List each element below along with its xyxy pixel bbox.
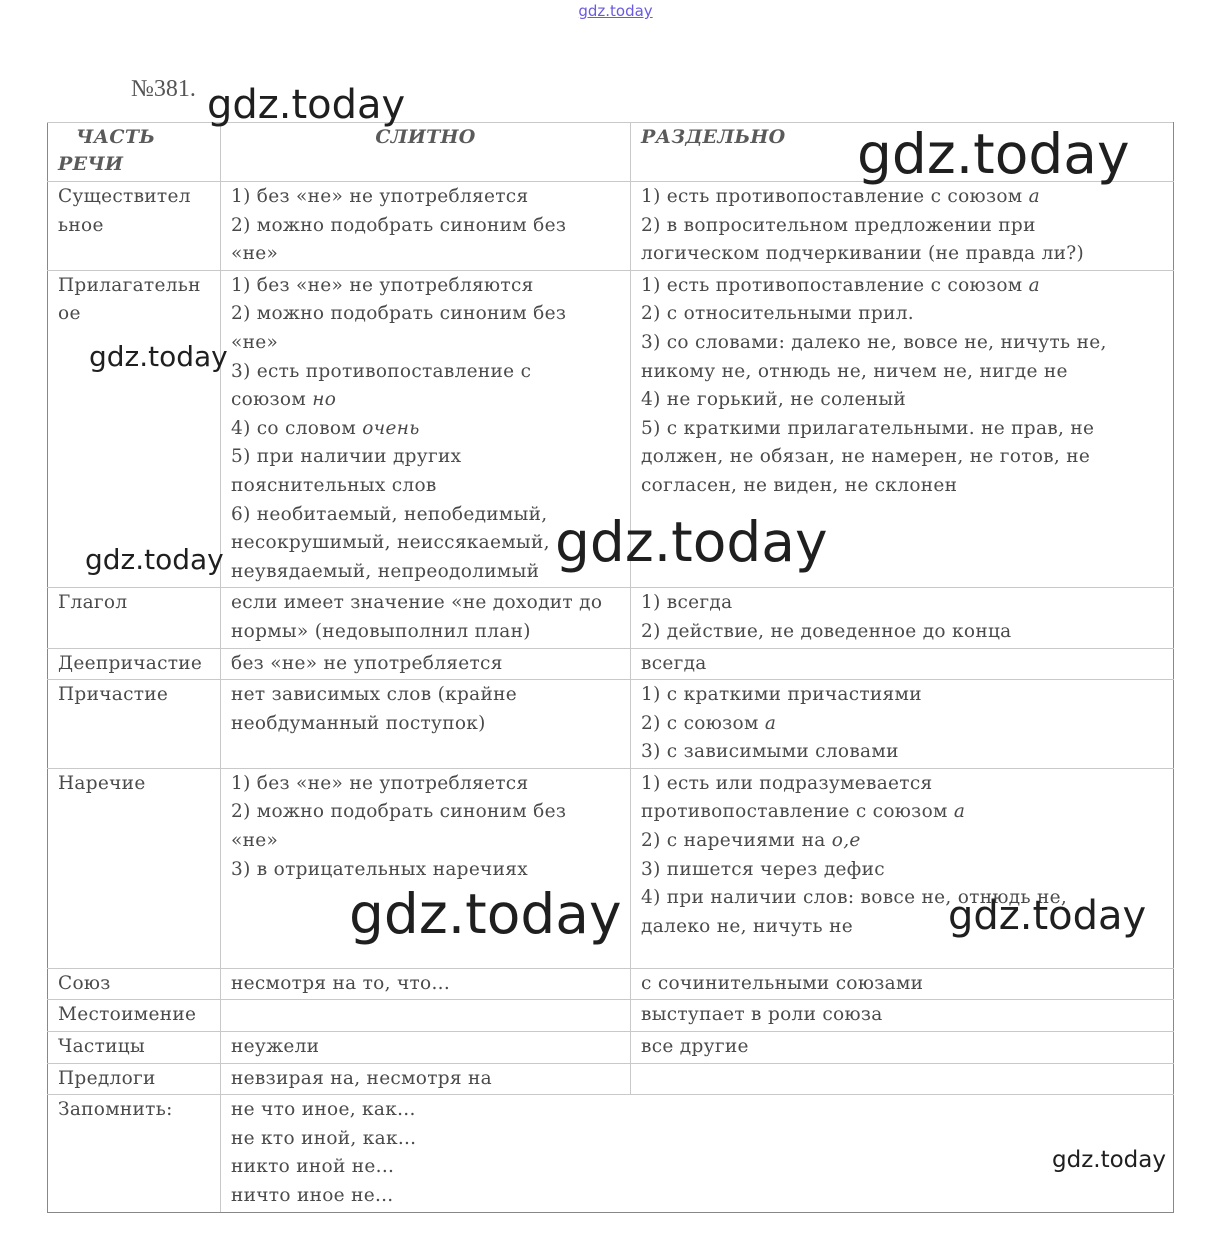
- rule-line: нет зависимых слов (крайне: [231, 684, 517, 706]
- rule-line: 4) не горький, не соленый: [641, 389, 907, 411]
- rule-line: [641, 272, 1163, 301]
- cell-separate: всегда: [631, 648, 1174, 680]
- cell-part-name: [48, 270, 221, 588]
- rule-line: 3) с зависимыми словами: [641, 741, 899, 763]
- rule-line: 3) со словами: далеко не, вовсе не, ничуть не,: [641, 331, 1107, 353]
- rule-line: необдуманный поступок): [231, 712, 486, 734]
- rule-line: логическом подчеркивании (не правда ли?): [641, 243, 1085, 265]
- rule-text: 2) с союзом: [641, 712, 759, 734]
- rule-line: 3) в отрицательных наречиях: [231, 858, 528, 880]
- remember-line: не кто иной, как...: [231, 1127, 417, 1149]
- cell-together: [221, 588, 631, 648]
- rule-line: 2) действие, не доведенное до конца: [641, 620, 1012, 642]
- header-part-line1: ЧАСТЬ: [76, 126, 156, 148]
- rule-line: «не»: [231, 331, 279, 353]
- rule-line: 2) с относительными прил.: [641, 303, 914, 325]
- cell-separate: [631, 588, 1174, 648]
- rule-line: [641, 827, 1163, 856]
- rule-line: 5) при наличии других: [231, 446, 462, 468]
- remember-line: никто иной не...: [231, 1156, 395, 1178]
- spelling-rules-table: [47, 122, 1174, 1213]
- cell-part-name: Запомнить:: [48, 1095, 221, 1212]
- task-number: №381.: [131, 76, 196, 102]
- watermark: gdz.today: [85, 543, 224, 576]
- rule-line: 3) есть противопоставление с: [231, 360, 532, 382]
- watermark: gdz.today: [857, 122, 1130, 186]
- watermark: gdz.today: [349, 882, 622, 946]
- rule-emphasis: а: [1028, 186, 1040, 207]
- rule-emphasis: очень: [362, 417, 420, 439]
- rule-line: нормы» (недовыполнил план): [231, 620, 531, 642]
- rule-line: «не»: [231, 830, 279, 852]
- rule-line: 1) без «не» не употребляется: [231, 186, 529, 207]
- cell-together: [221, 1000, 631, 1032]
- rule-line: 3) пишется через дефис: [641, 858, 885, 880]
- table-row-gerund: [48, 648, 1174, 680]
- cell-together: [221, 680, 631, 769]
- rule-line: 1) без «не» не употребляются: [231, 274, 534, 296]
- rule-text: противопоставление с союзом: [641, 801, 948, 823]
- rule-text: 2) с наречиями на: [641, 830, 826, 852]
- cell-part-name: Частицы: [48, 1032, 221, 1064]
- rule-line: 6) необитаемый, непобедимый,: [231, 503, 548, 525]
- part-name-line: Прилагательн: [58, 274, 201, 296]
- part-name-line: ое: [58, 303, 81, 325]
- cell-separate: [631, 182, 1174, 271]
- rule-line: 1) без «не» не употребляется: [231, 772, 529, 794]
- rule-text: 1) есть противопоставление с союзом: [641, 274, 1023, 296]
- cell-part-name: [48, 182, 221, 271]
- rule-text: союзом: [231, 389, 307, 411]
- rule-line: 2) можно подобрать синоним без: [231, 214, 567, 236]
- watermark: gdz.today: [555, 510, 828, 574]
- rule-line: «не»: [231, 243, 279, 265]
- rule-line: [641, 798, 1163, 827]
- cell-part-name: Деепричастие: [48, 648, 221, 680]
- table-row-verb: [48, 588, 1174, 648]
- table-row-prepositions: [48, 1063, 1174, 1095]
- remember-line: ничто иное не...: [231, 1185, 394, 1207]
- cell-part-name: Глагол: [48, 588, 221, 648]
- rule-line: 2) можно подобрать синоним без: [231, 303, 567, 325]
- rule-line: 2) можно подобрать синоним без: [231, 801, 567, 823]
- cell-separate: [631, 680, 1174, 769]
- rule-line: 1) есть или подразумевается: [641, 772, 933, 794]
- rule-line: 1) с краткими причастиями: [641, 684, 922, 706]
- rule-line: [231, 415, 620, 444]
- rule-emphasis: а: [1028, 274, 1040, 296]
- watermark: gdz.today: [948, 893, 1147, 939]
- part-name-line: ьное: [58, 214, 104, 236]
- rule-line: далеко не, ничуть не: [641, 915, 853, 937]
- cell-separate: все другие: [631, 1032, 1174, 1064]
- rule-line: [231, 386, 620, 415]
- cell-remember-list: [221, 1095, 1174, 1212]
- rule-text: 1) есть противопоставление с союзом: [641, 186, 1023, 207]
- cell-together: [221, 182, 631, 271]
- site-link-top[interactable]: gdz.today: [578, 2, 653, 20]
- cell-together: неужели: [221, 1032, 631, 1064]
- rule-line: несокрушимый, неиссякаемый,: [231, 532, 550, 554]
- rule-line: пояснительных слов: [231, 474, 437, 496]
- table-row-noun: [48, 182, 1174, 271]
- rule-line: если имеет значение «не доходит до: [231, 592, 603, 614]
- remember-line: не что иное, как...: [231, 1099, 416, 1121]
- rule-emphasis: о,е: [831, 830, 861, 852]
- rule-line: 4) при наличии слов: вовсе не, отнюдь не,: [641, 887, 1068, 909]
- header-separate: РАЗДЕЛЬНО: [631, 123, 1174, 182]
- cell-together: невзирая на, несмотря на: [221, 1063, 631, 1095]
- cell-part-name: Наречие: [48, 768, 221, 968]
- rule-line: никому не, отнюдь не, ничем не, нигде не: [641, 360, 1068, 382]
- rule-line: [641, 710, 1163, 739]
- table-row-pronoun: [48, 1000, 1174, 1032]
- rule-line: [641, 183, 1163, 212]
- table-row-remember: [48, 1095, 1174, 1212]
- rule-line: должен, не обязан, не намерен, не готов, не: [641, 446, 1091, 468]
- watermark: gdz.today: [207, 82, 406, 128]
- rule-line: неувядаемый, непреодолимый: [231, 560, 540, 582]
- table-row-particles: [48, 1032, 1174, 1064]
- header-together: СЛИТНО: [221, 123, 631, 182]
- rule-emphasis: а: [764, 712, 777, 734]
- cell-together: без «не» не употребляется: [221, 648, 631, 680]
- cell-together: несмотря на то, что...: [221, 968, 631, 1000]
- rule-text: 4) со словом: [231, 417, 357, 439]
- rule-emphasis: а: [953, 801, 966, 823]
- cell-separate: с сочинительными союзами: [631, 968, 1174, 1000]
- cell-separate: выступает в роли союза: [631, 1000, 1174, 1032]
- cell-part-name: Предлоги: [48, 1063, 221, 1095]
- rule-line: 5) с краткими прилагательными. не прав, не: [641, 417, 1095, 439]
- header-part-line2: РЕЧИ: [58, 153, 124, 175]
- part-name-line: Существител: [58, 186, 191, 207]
- header-part-of-speech: [48, 123, 221, 182]
- table-row-participle: [48, 680, 1174, 769]
- rule-line: 1) всегда: [641, 592, 733, 614]
- watermark: gdz.today: [1052, 1147, 1166, 1173]
- rule-line: 2) в вопросительном предложении при: [641, 214, 1036, 236]
- cell-part-name: Союз: [48, 968, 221, 1000]
- watermark: gdz.today: [89, 340, 228, 373]
- cell-part-name: Причастие: [48, 680, 221, 769]
- rule-line: согласен, не виден, не склонен: [641, 474, 958, 496]
- rule-emphasis: но: [312, 389, 337, 411]
- cell-part-name: Местоимение: [48, 1000, 221, 1032]
- cell-separate: [631, 1063, 1174, 1095]
- table-row-conjunction: [48, 968, 1174, 1000]
